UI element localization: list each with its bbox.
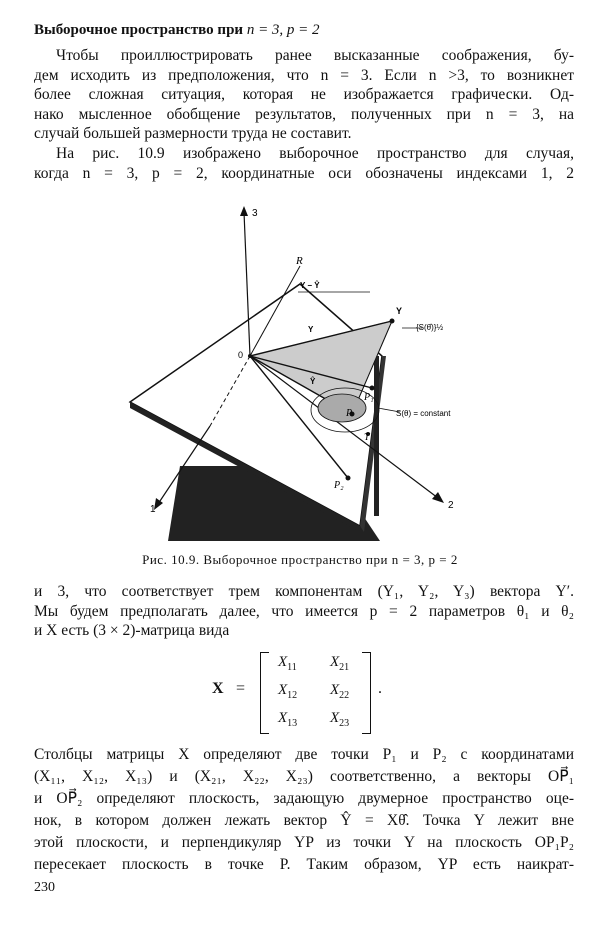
matrix-cell-x23: $X_{23}$ xyxy=(330,710,350,729)
s-theta-const-label: S(θ) = constant xyxy=(396,409,451,418)
text-line: Столбцы матрицы X определяют две точки P₁ и P₂ с координатами xyxy=(34,746,574,763)
matrix-cell-x22: $X_{22}$ xyxy=(330,682,350,701)
text-line: пересекает плоскость в точке P. Таким образом, YP есть наикрат- xyxy=(34,856,574,873)
section-heading-text: Выборочное пространство при xyxy=(34,22,244,38)
r-label: R xyxy=(296,255,303,267)
text-line: (X₁₁, X₁₂, X₁₃) и (X₂₁, X₂₂, X₂₃) соответственно, а векторы OP⃗₁ xyxy=(34,768,574,785)
vertical-bar xyxy=(374,356,379,516)
text-line: и 3, что соответствует трем компонентам (Y₁, Y₂, Y₃) вектора Y′. xyxy=(34,583,574,600)
right-bracket xyxy=(362,652,371,734)
axis-2-label: 2 xyxy=(448,500,454,511)
paragraph-1 xyxy=(34,46,574,144)
paragraph-4 xyxy=(34,744,574,876)
text-line: этой плоскости, и перпендикуляр YP из точки Y на плоскость OP₁P₂ xyxy=(34,834,574,851)
point-t-label: T xyxy=(364,432,370,443)
matrix-lhs: X xyxy=(212,680,224,697)
sample-space-diagram xyxy=(120,196,500,546)
matrix-period: . xyxy=(378,680,382,697)
axis-3-arrow xyxy=(240,206,248,216)
inner-ellipse xyxy=(318,394,366,422)
y-minus-yhat-label: Y − Ŷ xyxy=(300,281,320,290)
text-line: и OP⃗₂ определяют плоскость, задающую двумерное пространство оце- xyxy=(34,790,574,807)
matrix-cell-x13: $X_{13}$ xyxy=(278,710,298,729)
text-line: нако мысленное обобщение результатов, полученных при n = 3, на xyxy=(34,105,574,123)
point-p-label: P xyxy=(346,408,353,419)
matrix-cell-x12: $X_{12}$ xyxy=(278,682,298,701)
text-line: дем исходить из предположения, что n = 3. Если n >3, то возникнет xyxy=(34,66,574,84)
paragraph-3 xyxy=(34,582,574,641)
figure-10-9 xyxy=(120,196,500,546)
text-line: Чтобы проиллюстрировать ранее высказанные соображения, бу- xyxy=(56,47,574,64)
point-p1-label: P₁ xyxy=(364,392,374,403)
text-line: нок, в котором должен лежать вектор Ŷ = Xθ̂. Точка Y лежит вне xyxy=(34,812,574,829)
vector-yhat-label: Ŷ xyxy=(310,377,316,386)
axis-1-label: 1 xyxy=(150,504,156,515)
s-theta-hat-label: {S(θ̂)}½ xyxy=(416,323,444,332)
matrix-cell-x21: $X_{21}$ xyxy=(330,654,350,673)
text-line: случай большей размерности труда не составит. xyxy=(34,125,352,142)
text-line: когда n = 3, p = 2, координатные оси обозначены индексами 1, 2 xyxy=(34,164,574,182)
point-p1 xyxy=(370,386,375,391)
figure-caption: Рис. 10.9. Выборочное пространство при n = 3, p = 2 xyxy=(142,552,458,567)
left-bracket xyxy=(260,652,269,734)
point-p2 xyxy=(346,476,351,481)
matrix-cell-x11: $X_{11}$ xyxy=(278,654,297,673)
page-number: 230 xyxy=(34,880,55,895)
text-line: На рис. 10.9 изображено выборочное пространство для случая, xyxy=(56,145,574,162)
point-y-label: Y xyxy=(396,306,403,316)
point-p2-label: P₂ xyxy=(334,480,344,491)
matrix-equation xyxy=(212,648,412,736)
text-line: более сложная ситуация, которая не изображается графически. Од- xyxy=(34,86,574,103)
matrix-equals: = xyxy=(236,680,246,697)
point-y xyxy=(390,319,395,324)
origin-label: 0 xyxy=(238,350,244,360)
text-line: и X есть (3 × 2)-матрица вида xyxy=(34,622,230,639)
section-heading xyxy=(34,22,320,39)
text-line: Мы будем предполагать далее, что имеется p = 2 параметров θ₁ и θ₂ xyxy=(34,602,574,620)
vector-y-label: Y xyxy=(308,325,314,334)
paragraph-2 xyxy=(34,144,574,183)
origin-point xyxy=(248,354,252,358)
axis-3-label: 3 xyxy=(252,208,258,219)
section-heading-math: n = 3, p = 2 xyxy=(246,22,320,38)
axis-2-arrow xyxy=(432,492,444,503)
